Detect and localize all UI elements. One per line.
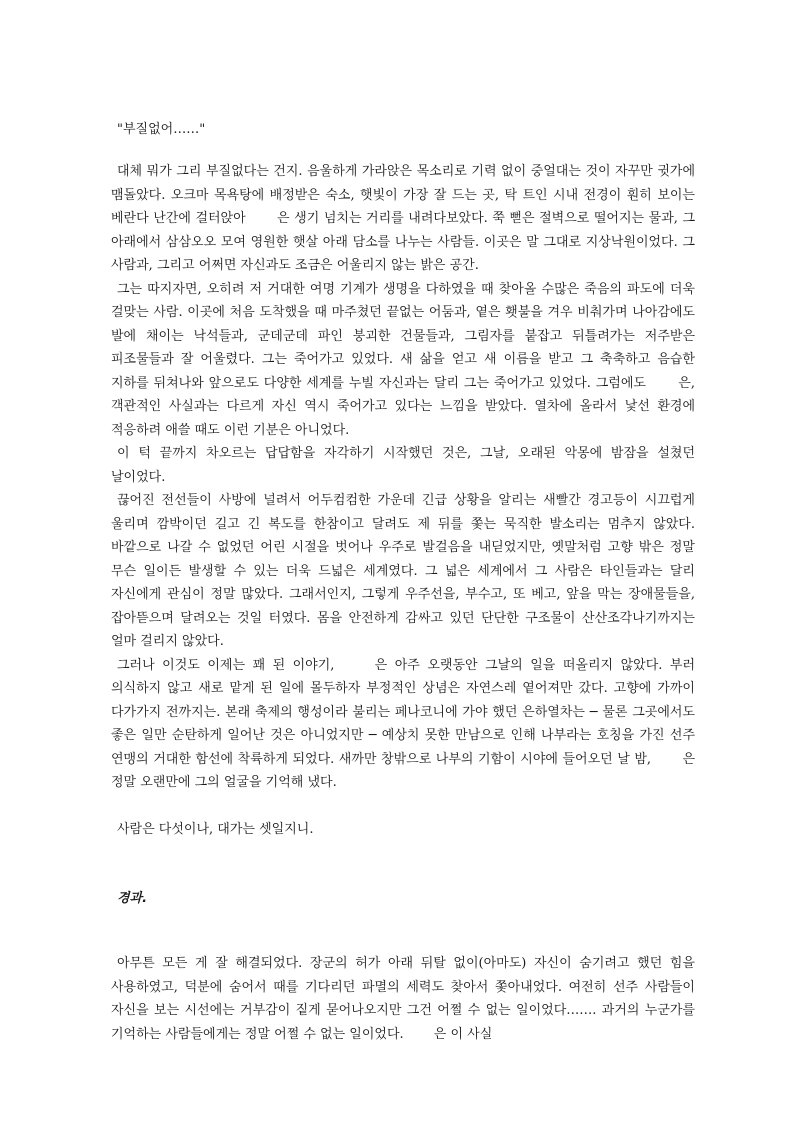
paragraph-4: 끊어진 전선들이 사방에 널려서 어두컴컴한 가운데 긴급 상황을 알리는 새빨간 경고등이 시끄럽게 울리며 깜박이던 길고 긴 복도를 한참이고 달려도 제 뒤를 쫓는 묵직한 발소리는 멈추지 않았다. 바깥으로 나갈 수 없었던 어린 시절을 벗어나 우주로 발걸음을 내딛었지만, 옛말처럼 고향 밖은 정말 무슨 일이든 발생할 수 있는 더욱 드넓은 세계였다. 그 넓은 세계에서 그 사람은 타인들과는 달리 자신에게 관심이 정말 많았다. 그래서인지, 그렇게 우주선을, 부수고, 또 베고, 앞을 막는 장애물들을, 잡아뜯으며 달려오는 것일 터였다. 몸을 안전하게 감싸고 있던 단단한 구조물이 산산조각나기까지는 얼마 걸리지 않았다. <box>111 493 695 649</box>
section-heading: 경과. <box>117 891 148 906</box>
paragraph-3: 이 턱 끝까지 차오르는 답답함을 자각하기 시작했던 것은, 그날, 오래된 악몽에 밤잠을 설쳤던 날이었다. <box>111 446 695 485</box>
blank-line <box>111 795 695 818</box>
blank-line <box>111 906 695 929</box>
blank-line <box>111 841 695 864</box>
paragraph-1: 대체 뭐가 그리 부질없다는 건지. 음울하게 가라앉은 목소리로 기력 없이 중얼대는 것이 자꾸만 귓가에 맴돌았다. 오크마 목욕탕에 배정받은 숙소, 햇빛이 가장 잘 드는 곳, 탁 트인 시내 전경이 훤히 보이는 베란다 난간에 걸터앉아 은 생기 넘치는 거리를 내려다보았다. 쭉 뻗은 절벽으로 떨어지는 물과, 그 아래에서 삼삼오오 모여 영원한 햇살 아래 담소를 나누는 사람들. 이곳은 말 그대로 지상낙원이었다. 그 사람과, 그리고 어쩌면 자신과도 조금은 어울리지 않는 밝은 공간. <box>111 164 695 273</box>
paragraph-2: 그는 따지자면, 오히려 저 거대한 여명 기계가 생명을 다하였을 때 찾아올 수많은 죽음의 파도에 더욱 걸맞는 사람. 이곳에 처음 도착했을 때 마주쳤던 끝없는 어둠과, 옅은 횃불을 겨우 비춰가며 나아감에도 발에 채이는 낙석들과, 군데군데 파인 붕괴한 건물들과, 그림자를 붙잡고 뒤틀려가는 저주받은 피조물들과 잘 어울렸다. 그는 죽어가고 있었다. 새 삶을 얻고 새 이름을 받고 그 축축하고 음습한 지하를 뒤쳐나와 앞으로도 다양한 세계를 누빌 자신과는 달리 그는 죽어가고 있었다. 그럼에도 은, 객관적인 사실과는 다르게 자신 역시 죽어가고 있다는 느낌을 받았다. 열차에 올라서 낯선 환경에 적응하려 애쓸 때도 이런 기분은 아니었다. <box>111 281 695 438</box>
blank-line <box>111 929 695 952</box>
paragraph-5: 그러나 이것도 이제는 꽤 된 이야기, 은 아주 오랫동안 그날의 일을 떠올리지 않았다. 부러 의식하지 않고 새로 맡게 된 일에 몰두하자 부정적인 상념은 자연스레 옅어져만 갔다. 고향에 가까이 다가가지 전까지는. 본래 축제의 행성이라 불리는 페나코니에 가야 했던 은하열차는 ─ 물론 그곳에서도 좋은 일만 순탄하게 일어난 것은 아니었지만 ─ 예상치 못한 만남으로 인해 나부라는 호칭을 가진 선주 연맹의 거대한 함선에 착륙하게 되었다. 새까만 창밖으로 나부의 기함이 시야에 들어오던 날 밤, 은 정말 오랜만에 그의 얼굴을 기억해 냈다. <box>111 657 695 790</box>
document-page <box>111 120 695 1046</box>
opening-quote: "부질없어……" <box>117 122 206 137</box>
blank-line <box>111 864 695 887</box>
after-heading-paragraph: 아무튼 모든 게 잘 해결되었다. 장군의 허가 아래 뒤탈 없이(아마도) 자신이 숨기려고 했던 힘을 사용하였고, 덕분에 숨어서 때를 기다리던 파멸의 세력도 찾아서 쫓아내었다. 여전히 선주 사람들이 자신을 보는 시선에는 거부감이 짙게 묻어나오지만 그건 어쩔 수 없는 일이었다……. 과거의 누군가를 기억하는 사람들에게는 정말 어쩔 수 없는 일이었다. 은 이 사실 <box>111 956 695 1042</box>
closing-line: 사람은 다섯이나, 대가는 셋일지니. <box>117 821 314 837</box>
